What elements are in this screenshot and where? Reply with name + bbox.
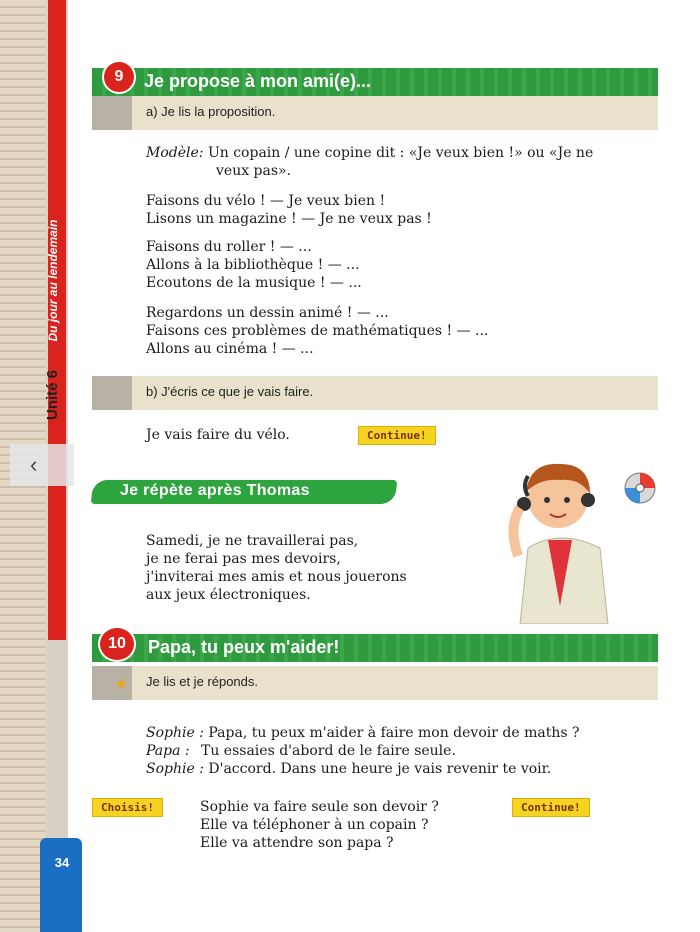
poem-line: je ne ferai pas mes devoirs, <box>146 551 341 567</box>
phrase-line: Regardons un dessin animé ! — ... <box>146 305 389 321</box>
part-b-bar <box>92 376 658 410</box>
speaker: Sophie : <box>146 761 204 777</box>
cd-audio-icon[interactable] <box>624 472 656 504</box>
option-line: Elle va téléphoner à un copain ? <box>200 817 429 833</box>
poem-line: aux jeux électroniques. <box>146 587 311 603</box>
option-line: Elle va attendre son papa ? <box>200 835 394 851</box>
phrase-line: Allons au cinéma ! — ... <box>146 341 314 357</box>
speaker: Papa : <box>146 743 190 759</box>
phrase-line: Lisons un magazine ! — Je ne veux pas ! <box>146 211 432 227</box>
page-number: 34 <box>54 855 70 870</box>
model-text-2: veux pas». <box>216 163 292 179</box>
phrase-line: Allons à la bibliothèque ! — ... <box>146 257 360 273</box>
dialogue-line <box>146 742 456 760</box>
answer-example: Je vais faire du vélo. <box>146 427 290 443</box>
part-a-bar <box>92 96 658 130</box>
exercise-10-instruction-bar <box>92 666 658 700</box>
star-icon: ★ <box>114 674 129 693</box>
choose-button[interactable]: Choisis! <box>92 798 163 817</box>
unit-label: Unité 6 <box>44 369 61 420</box>
dialogue-line <box>146 724 580 742</box>
utterance: Papa, tu peux m'aider à faire mon devoir de maths ? <box>208 725 580 741</box>
exercise-10-header <box>92 634 658 662</box>
repeat-title: Je répète après Thomas <box>120 482 310 499</box>
part-b-instruction: b) J'écris ce que je vais faire. <box>146 384 314 399</box>
phrase-line: Faisons du vélo ! — Je veux bien ! <box>146 193 386 209</box>
model-label: Modèle: <box>146 145 204 161</box>
exercise-10-number: 10 <box>98 626 136 662</box>
continue-button[interactable]: Continue! <box>512 798 590 817</box>
model-text-1: Un copain / une copine dit : «Je veux bien !» ou «Je ne <box>207 145 594 161</box>
chevron-left-icon: ‹ <box>30 452 38 477</box>
exercise-9-title: Je propose à mon ami(e)... <box>144 71 372 91</box>
exercise-10-instruction: Je lis et je réponds. <box>146 674 259 689</box>
chapter-label: Du jour au lendemain <box>46 219 60 342</box>
poem-line: Samedi, je ne travaillerai pas, <box>146 533 359 549</box>
model-line-1 <box>146 144 593 162</box>
exercise-9-number: 9 <box>102 60 136 94</box>
continue-button[interactable]: Continue! <box>358 426 436 445</box>
exercise-9-header <box>92 68 658 96</box>
speaker: Sophie : <box>146 725 204 741</box>
dialogue-line <box>146 760 551 778</box>
thomas-illustration <box>500 456 620 624</box>
phrase-line: Faisons ces problèmes de mathématiques ! — ... <box>146 323 489 339</box>
side-title <box>44 220 62 420</box>
part-a-instruction: a) Je lis la proposition. <box>146 104 276 119</box>
option-line: Sophie va faire seule son devoir ? <box>200 799 439 815</box>
phrase-line: Faisons du roller ! — ... <box>146 239 312 255</box>
back-button[interactable] <box>10 444 74 486</box>
exercise-10-title: Papa, tu peux m'aider! <box>148 637 340 657</box>
utterance: Tu essaies d'abord de le faire seule. <box>201 743 456 759</box>
poem-line: j'inviterai mes amis et nous jouerons <box>146 569 407 585</box>
page-number-tab <box>40 838 82 932</box>
phrase-line: Ecoutons de la musique ! — ... <box>146 275 362 291</box>
utterance: D'accord. Dans une heure je vais revenir te voir. <box>208 761 552 777</box>
